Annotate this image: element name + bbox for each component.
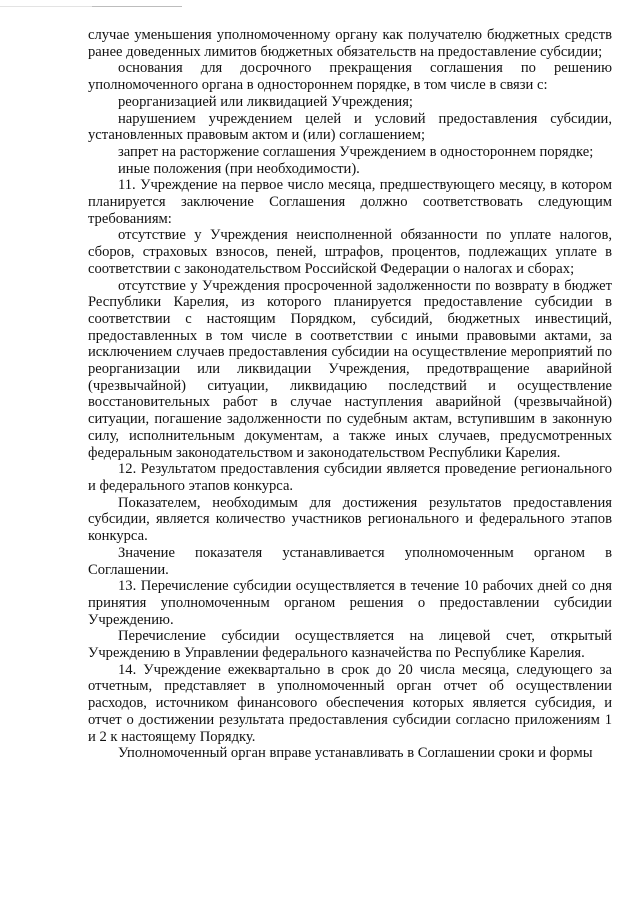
- paragraph-section-11: 11. Учреждение на первое число месяца, предшествующего месяцу, в котором планируется заключение Соглашения должно соответствовать следующим требованиям:: [88, 177, 612, 227]
- paragraph-section-13: 13. Перечисление субсидии осуществляется в течение 10 рабочих дней со дня принятия уполномоченным органом решения о предоставлении субсидии Учреждению.: [88, 578, 612, 628]
- paragraph-early-termination-grounds: основания для досрочного прекращения соглашения по решению уполномоченного органа в одностороннем порядке, в том числе в связи с:: [88, 60, 612, 94]
- paragraph-no-tax-debt: отсутствие у Учреждения неисполненной обязанности по уплате налогов, сборов, страховых взносов, пеней, штрафов, процентов, подлежащих уплате в соответствии с законодательством Российской Федерации о налогах и сборах;: [88, 227, 612, 277]
- paragraph-reorganization: реорганизацией или ликвидацией Учреждения;: [118, 93, 413, 110]
- scan-edge-line: [92, 6, 182, 7]
- paragraph-authority-deadlines: Уполномоченный орган вправе устанавливать в Соглашении сроки и формы: [118, 745, 593, 762]
- paragraph-other-provisions: иные положения (при необходимости).: [118, 160, 360, 177]
- paragraph-section-14: 14. Учреждение ежеквартально в срок до 20 числа месяца, следующего за отчетным, представляет в уполномоченный орган отчет об осуществлении расходов, источником финансового обеспечения которых является субсидия, и отчет о достижении результата предоставления субсидии согласно приложениям 1 и 2 к настоящему Порядку.: [88, 661, 612, 745]
- scan-edge-line: [0, 6, 92, 7]
- paragraph-indicator-value: Значение показателя устанавливается уполномоченным органом в Соглашении.: [88, 544, 612, 578]
- paragraph-violation-of-conditions: нарушением учреждением целей и условий предоставления субсидии, установленных правовым актом и (или) соглашением;: [88, 110, 612, 144]
- paragraph-subsidy-reduction: случае уменьшения уполномоченному органу как получателю бюджетных средств ранее доведенных лимитов бюджетных обязательств на предоставление субсидии;: [88, 27, 612, 60]
- paragraph-no-overdue-debt: отсутствие у Учреждения просроченной задолженности по возврату в бюджет Республики Карелия, из которого планируется предоставление субсидии в соответствии с настоящим Порядком, субсидий, бюджетных инвестиций, предоставленных в том числе в соответствии с иными правовыми актами, за исключением случаев предоставления субсидии на осуществление мероприятий по реорганизации или ликвидации Учреждения, предотвращение аварийной (чрезвычайной) ситуации, ликвидацию последствий и осуществление восстановительных работ в случае наступления аварийной (чрезвычайной) ситуации, погашение задолженности по судебным актам, вступившим в законную силу, исполнительным документам, а также иных случаев, предусмотренных федеральным законодательством и законодательством Республики Карелия.: [88, 277, 612, 461]
- document-body: [88, 27, 612, 762]
- paragraph-section-12: 12. Результатом предоставления субсидии является проведение регионального и федерального этапов конкурса.: [88, 461, 612, 494]
- paragraph-termination-ban: запрет на расторжение соглашения Учреждением в одностороннем порядке;: [118, 143, 594, 160]
- paragraph-transfer-account: Перечисление субсидии осуществляется на лицевой счет, открытый Учреждению в Управлении федерального казначейства по Республике Карелия.: [88, 628, 612, 662]
- paragraph-indicator: Показателем, необходимым для достижения результатов предоставления субсидии, является количество участников регионального и федерального этапов конкурса.: [88, 494, 612, 545]
